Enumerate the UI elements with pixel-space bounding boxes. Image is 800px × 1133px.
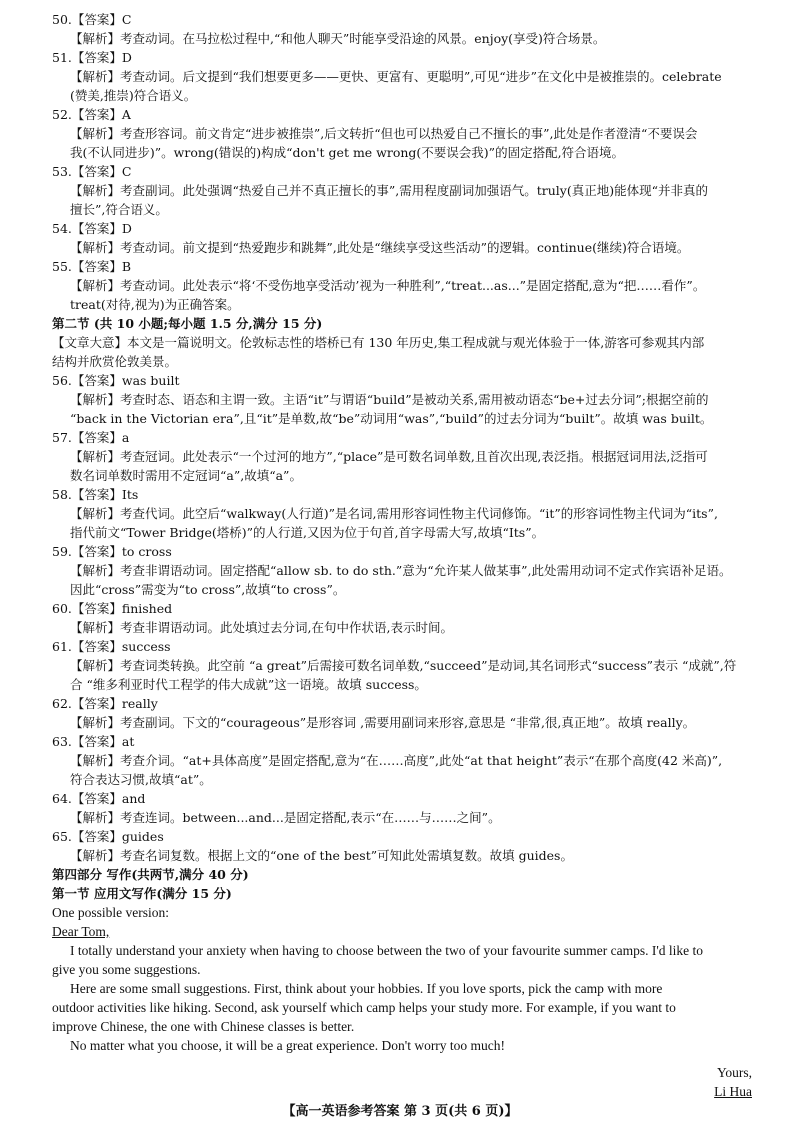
text-line: 54.【答案】D [52, 221, 132, 236]
text-line: 数名词单数时需用不定冠词“a”,故填“a”。 [70, 468, 302, 483]
text-line: Here are some small suggestions. First, think about your hobbies. If you love sports, pick the camp with more [70, 981, 663, 996]
text-line: 51.【答案】D [52, 50, 132, 65]
text-line: 指代前文“Tower Bridge(塔桥)”的人行道,又因为位于句首,首字母需大写,故填“Its”。 [70, 525, 545, 540]
text-line: 第二节 (共 10 小题;每小题 1.5 分,满分 15 分) [52, 316, 323, 331]
text-line: 【解析】考查动词。在马拉松过程中,“和他人聊天”时能享受沿途的风景。enjoy(享受)符合场景。 [70, 31, 606, 46]
text-line: 第一节 应用文写作(满分 15 分) [52, 886, 232, 901]
text-line: 【文章大意】本文是一篇说明文。伦敦标志性的塔桥已有 130 年历史,集工程成就与观光体验于一体,游客可参观其内部 [52, 335, 705, 350]
text-line: 61.【答案】success [52, 639, 171, 654]
text-line: 擅长”,符合语义。 [70, 202, 168, 217]
text-line: 【解析】考查副词。此处强调“热爱自己并不真正擅长的事”,需用程度副词加强语气。truly(真正地)能体现“并非真的 [70, 183, 709, 198]
text-line: 63.【答案】at [52, 734, 135, 749]
text-line: 58.【答案】Its [52, 487, 139, 502]
text-line: 【解析】考查词类转换。此空前 “a great”后需接可数名词单数,“succeed”是动词,其名词形式“success”表示 “成就”,符 [70, 658, 737, 673]
text-line: 结构并欣赏伦敦美景。 [52, 354, 178, 369]
text-line: 62.【答案】really [52, 696, 158, 711]
text-line: 52.【答案】A [52, 107, 131, 122]
text-line: 【解析】考查副词。下文的“courageous”是形容词 ,需要用副词来形容,意思是 “非常,很,真正地”。故填 really。 [70, 715, 696, 730]
text-line: One possible version: [52, 905, 169, 920]
text-line: Dear Tom, [52, 924, 110, 939]
text-line: 【解析】考查非谓语动词。此处填过去分词,在句中作状语,表示时间。 [70, 620, 453, 635]
letter-signature: Li Hua [714, 1084, 752, 1099]
text-line: 【解析】考查冠词。此处表示“一个过河的地方”,“place”是可数名词单数,且首次出现,表泛指。根据冠词用法,泛指可 [70, 449, 708, 464]
text-line: outdoor activities like hiking. Second, ask yourself which camp helps your study more. For example, if you want to [52, 1000, 676, 1015]
text-line: 53.【答案】C [52, 164, 132, 179]
text-line: 【解析】考查动词。此处表示“将‘不受伤地享受活动’视为一种胜利”,“treat...as...”是固定搭配,意为“把……看作”。 [70, 278, 706, 293]
text-line: 【解析】考查形容词。前文肯定“进步被推崇”,后文转折“但也可以热爱自己不擅长的事”,此处是作者澄清“不要误会 [70, 126, 698, 141]
text-line: (赞美,推崇)符合语义。 [70, 88, 197, 103]
text-line: 【解析】考查介词。“at+具体高度”是固定搭配,意为“在……高度”,此处“at that height”表示“在那个高度(42 米高)”, [70, 753, 723, 768]
text-line: 56.【答案】was built [52, 373, 180, 388]
text-line: give you some suggestions. [52, 962, 201, 977]
text-line: 第四部分 写作(共两节,满分 40 分) [52, 867, 249, 882]
text-line: 符合表达习惯,故填“at”。 [70, 772, 212, 787]
text-line: I totally understand your anxiety when having to choose between the two of your favourite summer camps. I'd like to [70, 943, 704, 958]
text-line: 60.【答案】finished [52, 601, 173, 616]
text-line: improve Chinese, the one with Chinese classes is better. [52, 1019, 355, 1034]
text-line: 【解析】考查名词复数。根据上文的“one of the best”可知此处需填复数。故填 guides。 [70, 848, 573, 863]
text-line: 【解析】考查代词。此空后“walkway(人行道)”是名词,需用形容词性物主代词修饰。“it”的形容词性物主代词为“its”, [70, 506, 718, 521]
text-line: 我(不认同进步)”。wrong(错误的)构成“don't get me wrong(不要误会我)”的固定搭配,符合语境。 [70, 145, 625, 160]
text-line: 64.【答案】and [52, 791, 146, 806]
text-line: 【解析】考查时态、语态和主谓一致。主语“it”与谓语“build”是被动关系,需用被动语态“be+过去分词”;根据空前的 [70, 392, 709, 407]
text-line: 合 “维多利亚时代工程学的伟大成就”这一语境。故填 success。 [70, 677, 427, 692]
text-line: 50.【答案】C [52, 12, 132, 27]
text-line: 55.【答案】B [52, 259, 132, 274]
text-line: 【解析】考查动词。后文提到“我们想要更多——更快、更富有、更聪明”,可见“进步”在文化中是被推崇的。celebrate [70, 69, 722, 84]
page-footer: 【高一英语参考答案 第 3 页(共 6 页)】 [282, 1104, 518, 1119]
text-line: No matter what you choose, it will be a great experience. Don't worry too much! [70, 1038, 506, 1053]
text-line: 因此“cross”需变为“to cross”,故填“to cross”。 [70, 582, 346, 597]
text-line: 65.【答案】guides [52, 829, 164, 844]
text-line: 【解析】考查连词。between...and...是固定搭配,表示“在……与……之间”。 [70, 810, 501, 825]
text-line: 【解析】考查动词。前文提到“热爱跑步和跳舞”,此处是“继续享受这些活动”的逻辑。continue(继续)符合语境。 [70, 240, 690, 255]
text-line: 57.【答案】a [52, 430, 130, 445]
text-line: treat(对待,视为)为正确答案。 [70, 297, 240, 312]
letter-closing: Yours, [716, 1065, 752, 1080]
text-line: 【解析】考查非谓语动词。固定搭配“allow sb. to do sth.”意为“允许某人做某事”,此处需用动词不定式作宾语补足语。 [70, 563, 732, 578]
text-line: “back in the Victorian era”,且“it”是单数,故“be”动词用“was”,“build”的过去分词为“built”。故填 was built。 [70, 411, 713, 426]
text-line: 59.【答案】to cross [52, 544, 172, 559]
